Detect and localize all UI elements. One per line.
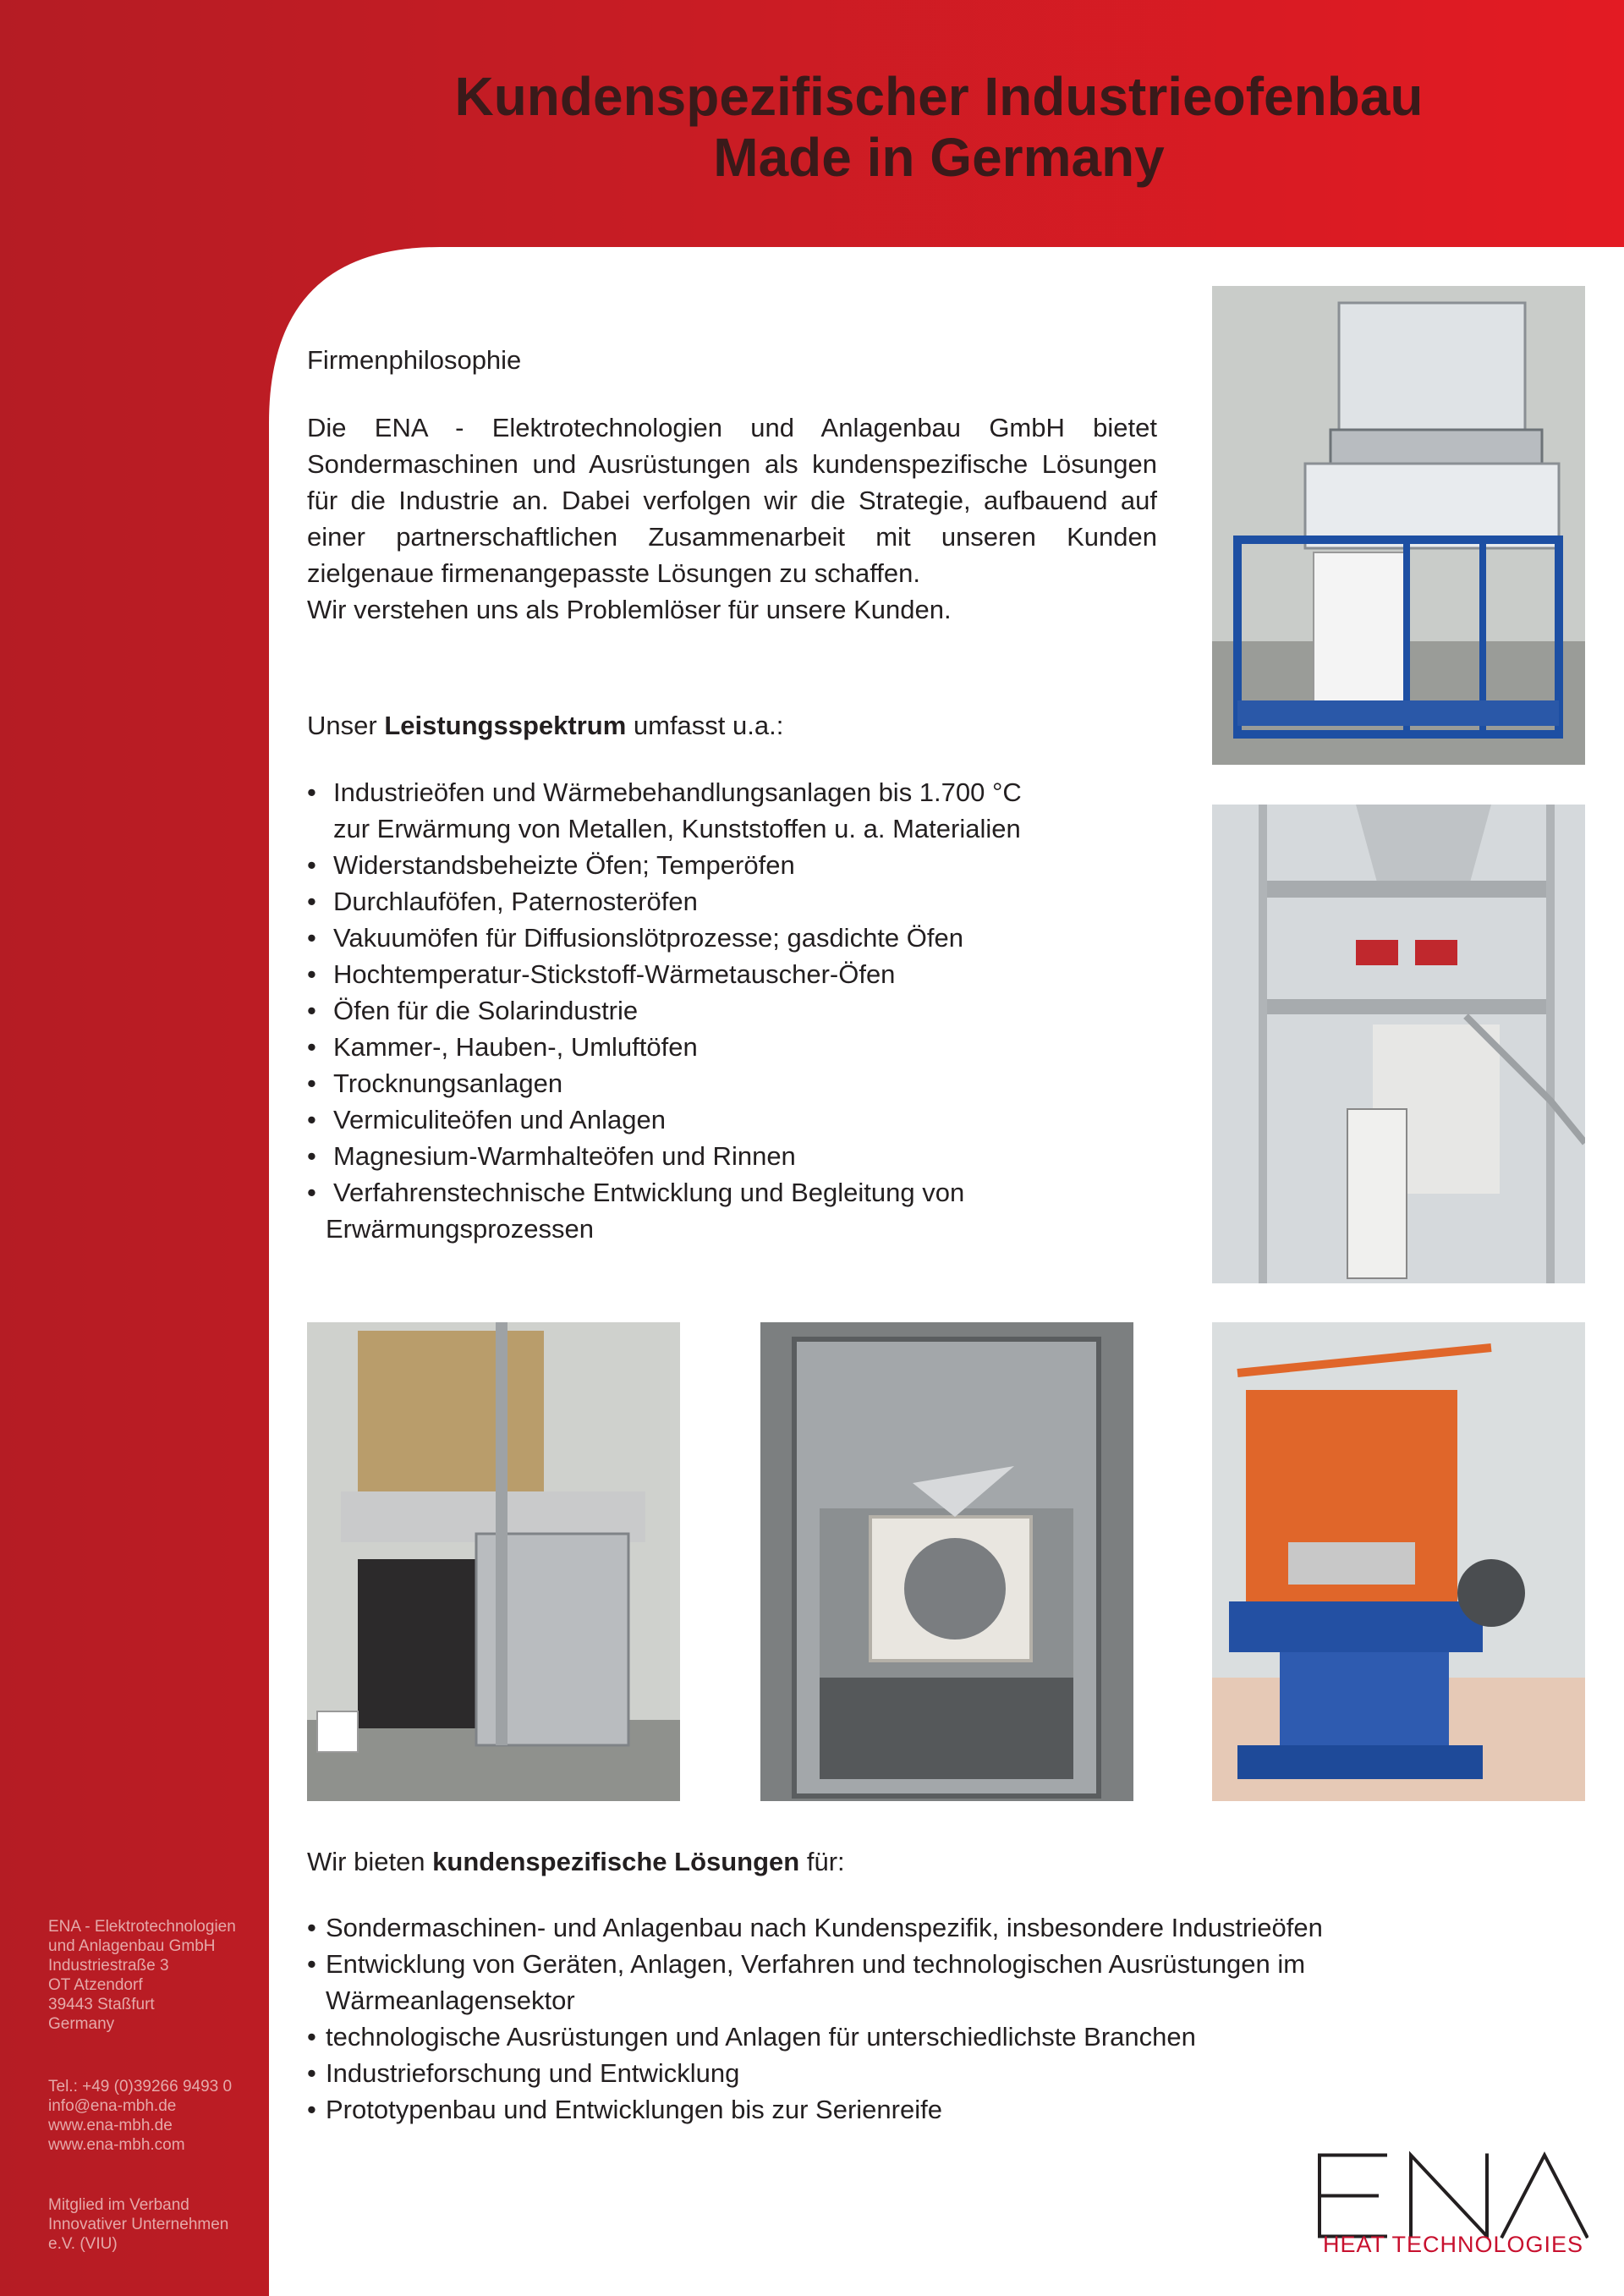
services-heading bbox=[307, 707, 783, 744]
solutions-list bbox=[307, 1909, 1407, 2128]
address-line: 39443 Staßfurt bbox=[48, 1996, 155, 2013]
membership-line: Mitglied im Verband bbox=[48, 2196, 189, 2214]
solutions-heading-bold: kundenspezifische Lösungen bbox=[432, 1847, 800, 1876]
membership-line: Innovativer Unternehmen bbox=[48, 2216, 229, 2233]
sidebar-contact bbox=[48, 2077, 268, 2155]
solutions-heading bbox=[307, 1843, 845, 1880]
list-item: • Widerstandsbeheizte Öfen; Temperöfen bbox=[307, 847, 1119, 883]
list-item: • Vermiculiteöfen und Anlagen bbox=[307, 1101, 1119, 1138]
furnace-photo-3 bbox=[307, 1322, 680, 1801]
list-item: • Trocknungsanlagen bbox=[307, 1065, 1119, 1101]
list-item: • technologische Ausrüstungen und Anlagen für unterschiedlichste Branchen bbox=[307, 2019, 1407, 2055]
solutions-heading-post: für: bbox=[799, 1847, 845, 1876]
philosophy-text bbox=[307, 409, 1157, 628]
contact-website[interactable]: www.ena-mbh.de bbox=[48, 2117, 173, 2134]
sidebar-membership bbox=[48, 2195, 268, 2254]
title-line-1: Kundenspezifischer Industrieofenbau bbox=[454, 66, 1424, 127]
list-item: • Sondermaschinen- und Anlagenbau nach Kundenspezifik, insbesondere Industrieöfen bbox=[307, 1909, 1407, 1946]
address-line: OT Atzendorf bbox=[48, 1976, 143, 1994]
list-item: • Magnesium-Warmhalteöfen und Rinnen bbox=[307, 1138, 1119, 1174]
list-item: • Entwicklung von Geräten, Anlagen, Verfahren und technologischen Ausrüstungen im bbox=[307, 1946, 1407, 1982]
services-heading-post: umfasst u.a.: bbox=[626, 711, 784, 740]
services-heading-bold: Leistungsspektrum bbox=[384, 711, 627, 740]
furnace-photo-4 bbox=[760, 1322, 1133, 1801]
list-item: • Industrieforschung und Entwicklung bbox=[307, 2055, 1407, 2091]
services-list bbox=[307, 774, 1119, 1247]
furnace-photo-1 bbox=[1212, 286, 1585, 765]
philosophy-paragraph-2: Wir verstehen uns als Problemlöser für unsere Kunden. bbox=[307, 595, 952, 624]
list-item: • Öfen für die Solarindustrie bbox=[307, 992, 1119, 1029]
list-item: • Kammer-, Hauben-, Umluftöfen bbox=[307, 1029, 1119, 1065]
list-item: Erwärmungsprozessen bbox=[326, 1214, 595, 1244]
sidebar-address bbox=[48, 1917, 268, 2034]
solutions-heading-pre: Wir bieten bbox=[307, 1847, 433, 1876]
services-heading-pre: Unser bbox=[307, 711, 385, 740]
list-item: • Prototypenbau und Entwicklungen bis zur Serienreife bbox=[307, 2091, 1407, 2128]
contact-phone: Tel.: +49 (0)39266 9493 0 bbox=[48, 2078, 233, 2096]
list-item: • Durchlauföfen, Paternosteröfen bbox=[307, 883, 1119, 920]
address-line: Industriestraße 3 bbox=[48, 1957, 169, 1975]
logo-subtitle: HEAT TECHNOLOGIES bbox=[1322, 2232, 1584, 2257]
furnace-photo-2 bbox=[1212, 805, 1585, 1283]
list-item: • Vakuumöfen für Diffusionslötprozesse; gasdichte Öfen bbox=[307, 920, 1119, 956]
address-line: ENA - Elektrotechnologien bbox=[48, 1918, 236, 1936]
list-item: • Hochtemperatur-Stickstoff-Wärmetauscher-Öfen bbox=[307, 956, 1119, 992]
philosophy-heading: Firmenphilosophie bbox=[307, 345, 522, 375]
furnace-photo-5 bbox=[1212, 1322, 1585, 1801]
philosophy-paragraph: Die ENA - Elektrotechnologien und Anlagenbau GmbH bietet Sondermaschinen und Ausrüstungen als kundenspezifische Lösungen für die Industrie an. Dabei verfolgen wir die Strategie, aufbauend auf einer partnerschaftlichen Zusammenarbeit mit unseren Kunden zielgenaue firmenangepasste Lösungen zu schaffen. bbox=[307, 413, 1157, 588]
list-item: • Verfahrenstechnische Entwicklung und Begleitung von bbox=[307, 1174, 1119, 1211]
contact-website[interactable]: www.ena-mbh.com bbox=[48, 2136, 185, 2154]
list-item: • Industrieöfen und Wärmebehandlungsanlagen bis 1.700 °C bbox=[307, 774, 1119, 810]
address-line: und Anlagenbau GmbH bbox=[48, 1937, 216, 1955]
membership-line: e.V. (VIU) bbox=[48, 2235, 118, 2253]
page-title bbox=[423, 66, 1455, 188]
address-line: Germany bbox=[48, 2015, 115, 2033]
contact-email[interactable]: info@ena-mbh.de bbox=[48, 2097, 177, 2115]
title-line-2: Made in Germany bbox=[713, 127, 1165, 188]
list-item: zur Erwärmung von Metallen, Kunststoffen u. a. Materialien bbox=[333, 814, 1021, 843]
list-item: Wärmeanlagensektor bbox=[326, 1986, 575, 2015]
